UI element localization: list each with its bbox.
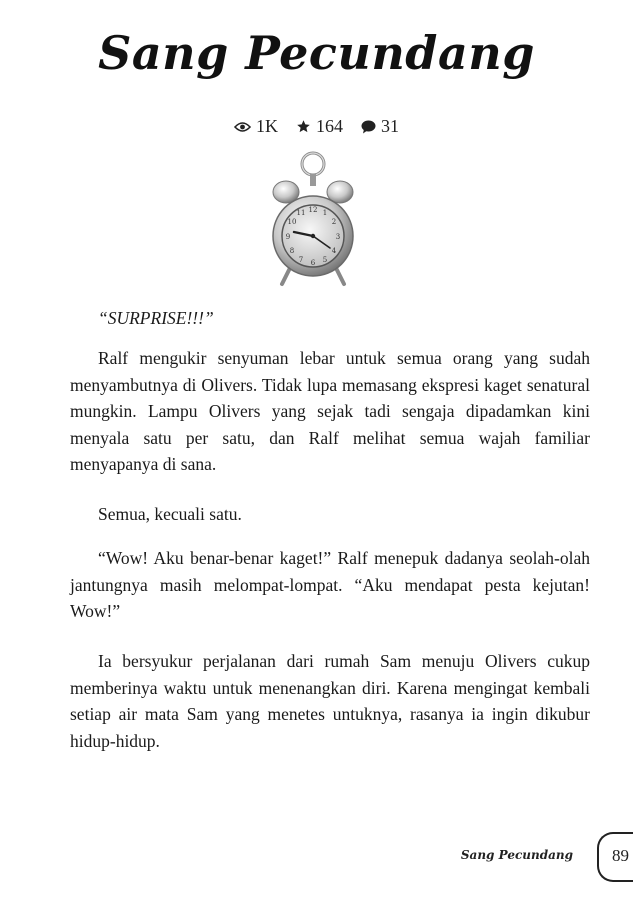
votes-count: 164 [316, 116, 343, 136]
svg-text:7: 7 [298, 256, 304, 264]
svg-text:9: 9 [285, 233, 291, 241]
paragraph-arrival [70, 345, 590, 478]
views-stat [234, 116, 278, 137]
chapter-title: Sang Pecundang [98, 26, 535, 80]
paragraph-exclamation [70, 305, 590, 332]
svg-text:4: 4 [331, 247, 337, 255]
paragraph-reflection [70, 648, 590, 754]
paragraph-text: Semua, kecuali satu. [98, 504, 242, 524]
paragraph-text: Ia bersyukur perjalanan dari rumah Sam menuju Olivers cukup memberinya waktu untuk menenangkan diri. Karena mengingat kembali setiap air mata Sam yang menetes untuknya, rasanya ia ingin dikubur hidup-hidup. [70, 651, 590, 751]
page-number: 89 [612, 846, 629, 865]
star-icon [296, 119, 311, 134]
comment-icon [361, 120, 376, 134]
story-stats [0, 116, 633, 137]
svg-text:5: 5 [322, 256, 328, 264]
svg-text:12: 12 [308, 206, 318, 214]
eye-icon [234, 121, 251, 133]
svg-text:2: 2 [331, 218, 337, 226]
running-title: Sang Pecundang [460, 848, 573, 862]
svg-text:11: 11 [296, 209, 306, 217]
svg-text:3: 3 [335, 233, 341, 241]
comments-count: 31 [381, 116, 399, 136]
paragraph-text: Ralf mengukir senyuman lebar untuk semua orang yang sudah menyambutnya di Olivers. Tidak lupa memasang ekspresi kaget senatural mungkin. Lampu Olivers yang sejak tadi sengaja dipadamkan kini menyala satu per satu, dan Ralf melihat semua wajah familiar menyapanya di sana. [70, 348, 590, 474]
paragraph-except-one [70, 501, 590, 528]
comments-stat [361, 116, 399, 137]
svg-text:1: 1 [322, 209, 328, 217]
svg-text:8: 8 [289, 247, 295, 255]
alarm-clock-illustration [268, 150, 358, 290]
paragraph-text: “Wow! Aku benar-benar kaget!” Ralf menepuk dadanya seolah-olah jantungnya masih melompat-lompat. “Aku mendapat pesta kejutan! Wow!” [70, 548, 590, 621]
svg-text:6: 6 [310, 259, 316, 267]
svg-text:10: 10 [287, 218, 297, 226]
votes-stat [296, 116, 343, 137]
paragraph-text: “SURPRISE!!!” [98, 308, 214, 328]
views-count: 1K [256, 116, 278, 136]
paragraph-dialogue [70, 545, 590, 625]
